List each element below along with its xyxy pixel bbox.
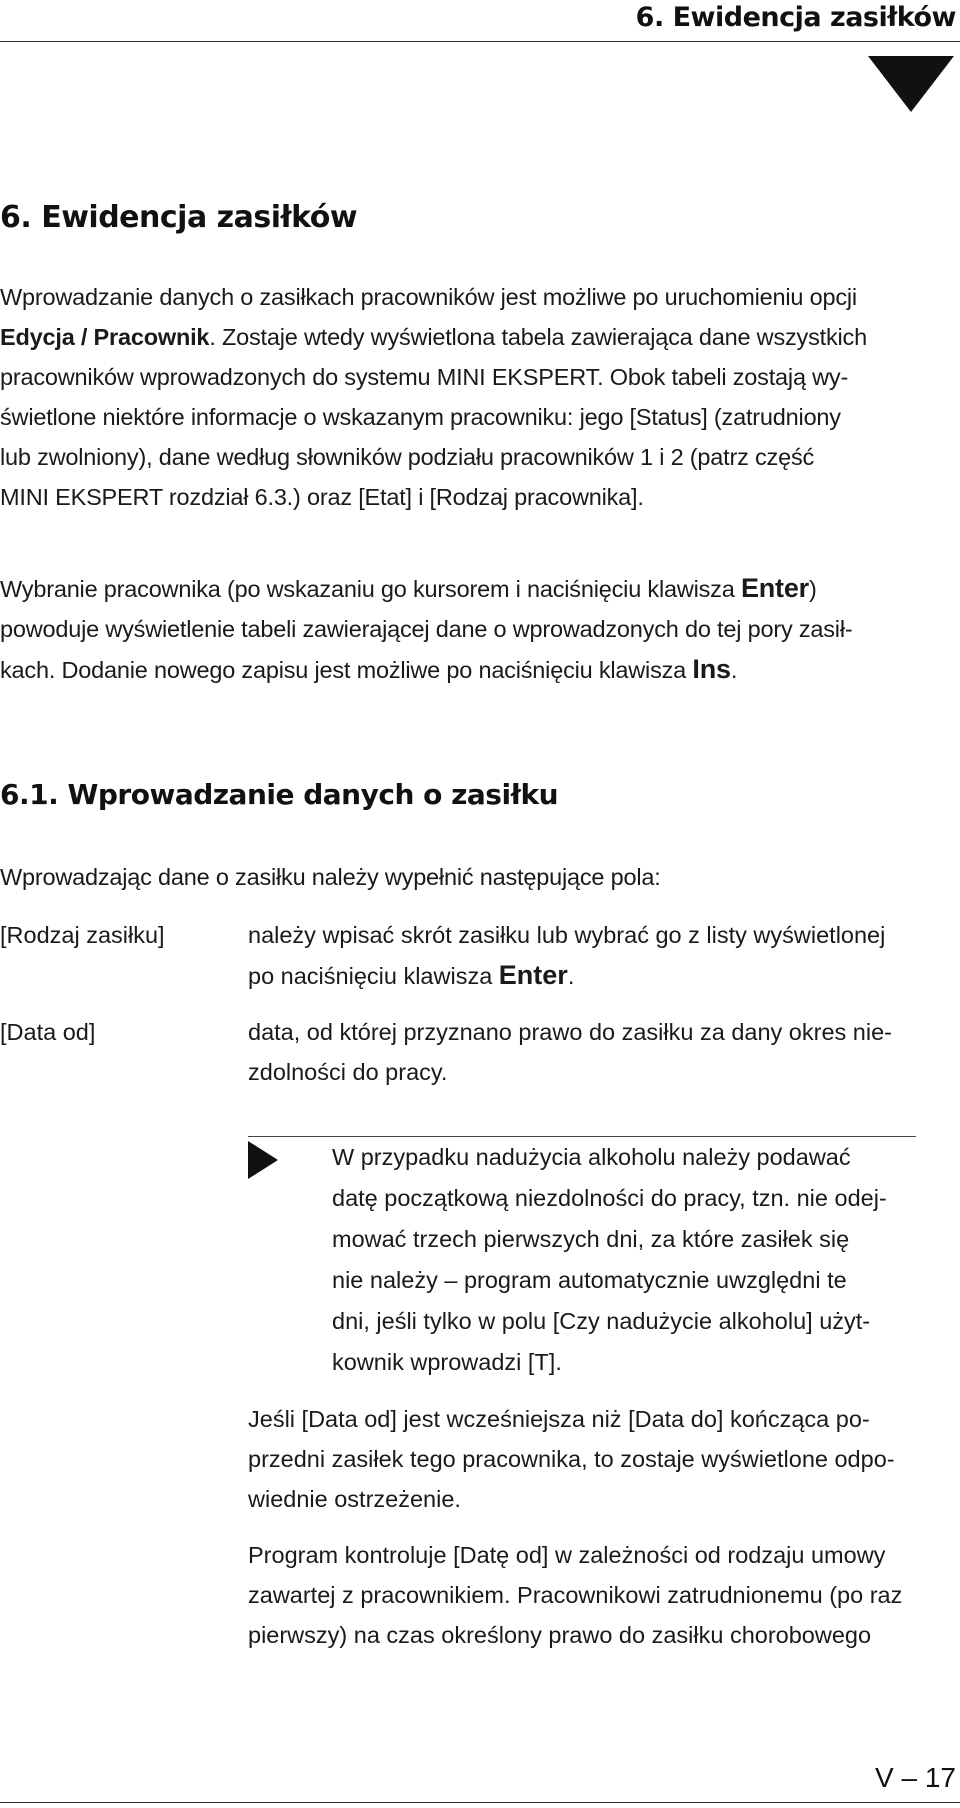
chapter-marker-triangle-icon bbox=[868, 56, 954, 112]
field-term-rodzaj-zasilku: [Rodzaj zasiłku] bbox=[0, 922, 165, 948]
control-paragraph: Program kontroluje [Datę od] w zależności od rodzaju umowy zawartej z pracownikiem. Pracownikowi zatrudnionemu (po raz pierwszy) na czas określony prawo do zasiłku chorobowego bbox=[248, 1542, 903, 1648]
intro-line-5: lub zwolniony), dane według słowników podziału pracowników 1 i 2 (patrz część bbox=[0, 444, 815, 470]
footer-rule bbox=[0, 1802, 960, 1803]
enter-key: Enter bbox=[498, 960, 568, 990]
page-number: V – 17 bbox=[875, 1762, 956, 1793]
menu-path: Edycja / Pracownik bbox=[0, 324, 210, 350]
warning-paragraph: Jeśli [Data od] jest wcześniejsza niż [Data do] kończąca po- przedni zasiłek tego pracownika, to zostaje wyświetlone odpo- wiednie ostrzeżenie. bbox=[248, 1406, 895, 1512]
selection-line-3: kach. Dodanie nowego zapisu jest możliwe po naciśnięciu klawisza Ins. bbox=[0, 654, 738, 684]
ins-key: Ins bbox=[692, 654, 731, 684]
selection-paragraph bbox=[0, 568, 955, 690]
enter-key: Enter bbox=[740, 573, 809, 603]
field-term-data-od: [Data od] bbox=[0, 1019, 96, 1045]
alcohol-note: W przypadku nadużycia alkoholu należy podawać datę początkową niezdolności do pracy, tzn. nie odej- mować trzech pierwszych dni, za które zasiłek się nie należy – program automatycznie uwzględni te dni, jeśli tylko w polu [Czy nadużycie alkoholu] użyt- kownik wprowadzi [T]. bbox=[332, 1144, 887, 1375]
intro-paragraph bbox=[0, 277, 955, 517]
intro-line-2: Edycja / Pracownik. Zostaje wtedy wyświetlona tabela zawierająca dane wszystkich bbox=[0, 324, 867, 350]
section-title: 6. Ewidencja zasiłków bbox=[0, 200, 358, 235]
field-desc-data-od: data, od której przyznano prawo do zasiłku za dany okres nie- zdolności do pracy. bbox=[248, 1019, 892, 1085]
intro-line-4: świetlone niektóre informacje o wskazanym pracowniku: jego [Status] (zatrudniony bbox=[0, 404, 841, 430]
selection-line-2: powoduje wyświetlenie tabeli zawierającej dane o wprowadzonych do tej pory zasił- bbox=[0, 616, 853, 642]
fields-intro: Wprowadzając dane o zasiłku należy wypełnić następujące pola: bbox=[0, 864, 661, 890]
intro-line-3: pracowników wprowadzonych do systemu MINI EKSPERT. Obok tabeli zostają wy- bbox=[0, 364, 849, 390]
field-desc-rodzaj-zasilku: należy wpisać skrót zasiłku lub wybrać go z listy wyświetlonej po naciśnięciu klawisza Enter. bbox=[248, 922, 886, 990]
header-title: 6. Ewidencja zasiłków bbox=[635, 2, 956, 33]
selection-line-1: Wybranie pracownika (po wskazaniu go kursorem i naciśnięciu klawisza Enter) bbox=[0, 573, 817, 603]
intro-line-1: Wprowadzanie danych o zasiłkach pracowników jest możliwe po uruchomieniu opcji bbox=[0, 284, 857, 310]
note-arrow-icon bbox=[248, 1141, 278, 1179]
header-rule bbox=[0, 41, 960, 42]
intro-line-6: MINI EKSPERT rozdział 6.3.) oraz [Etat] i [Rodzaj pracownika]. bbox=[0, 484, 644, 510]
subsection-title: 6.1. Wprowadzanie danych o zasiłku bbox=[0, 778, 559, 811]
